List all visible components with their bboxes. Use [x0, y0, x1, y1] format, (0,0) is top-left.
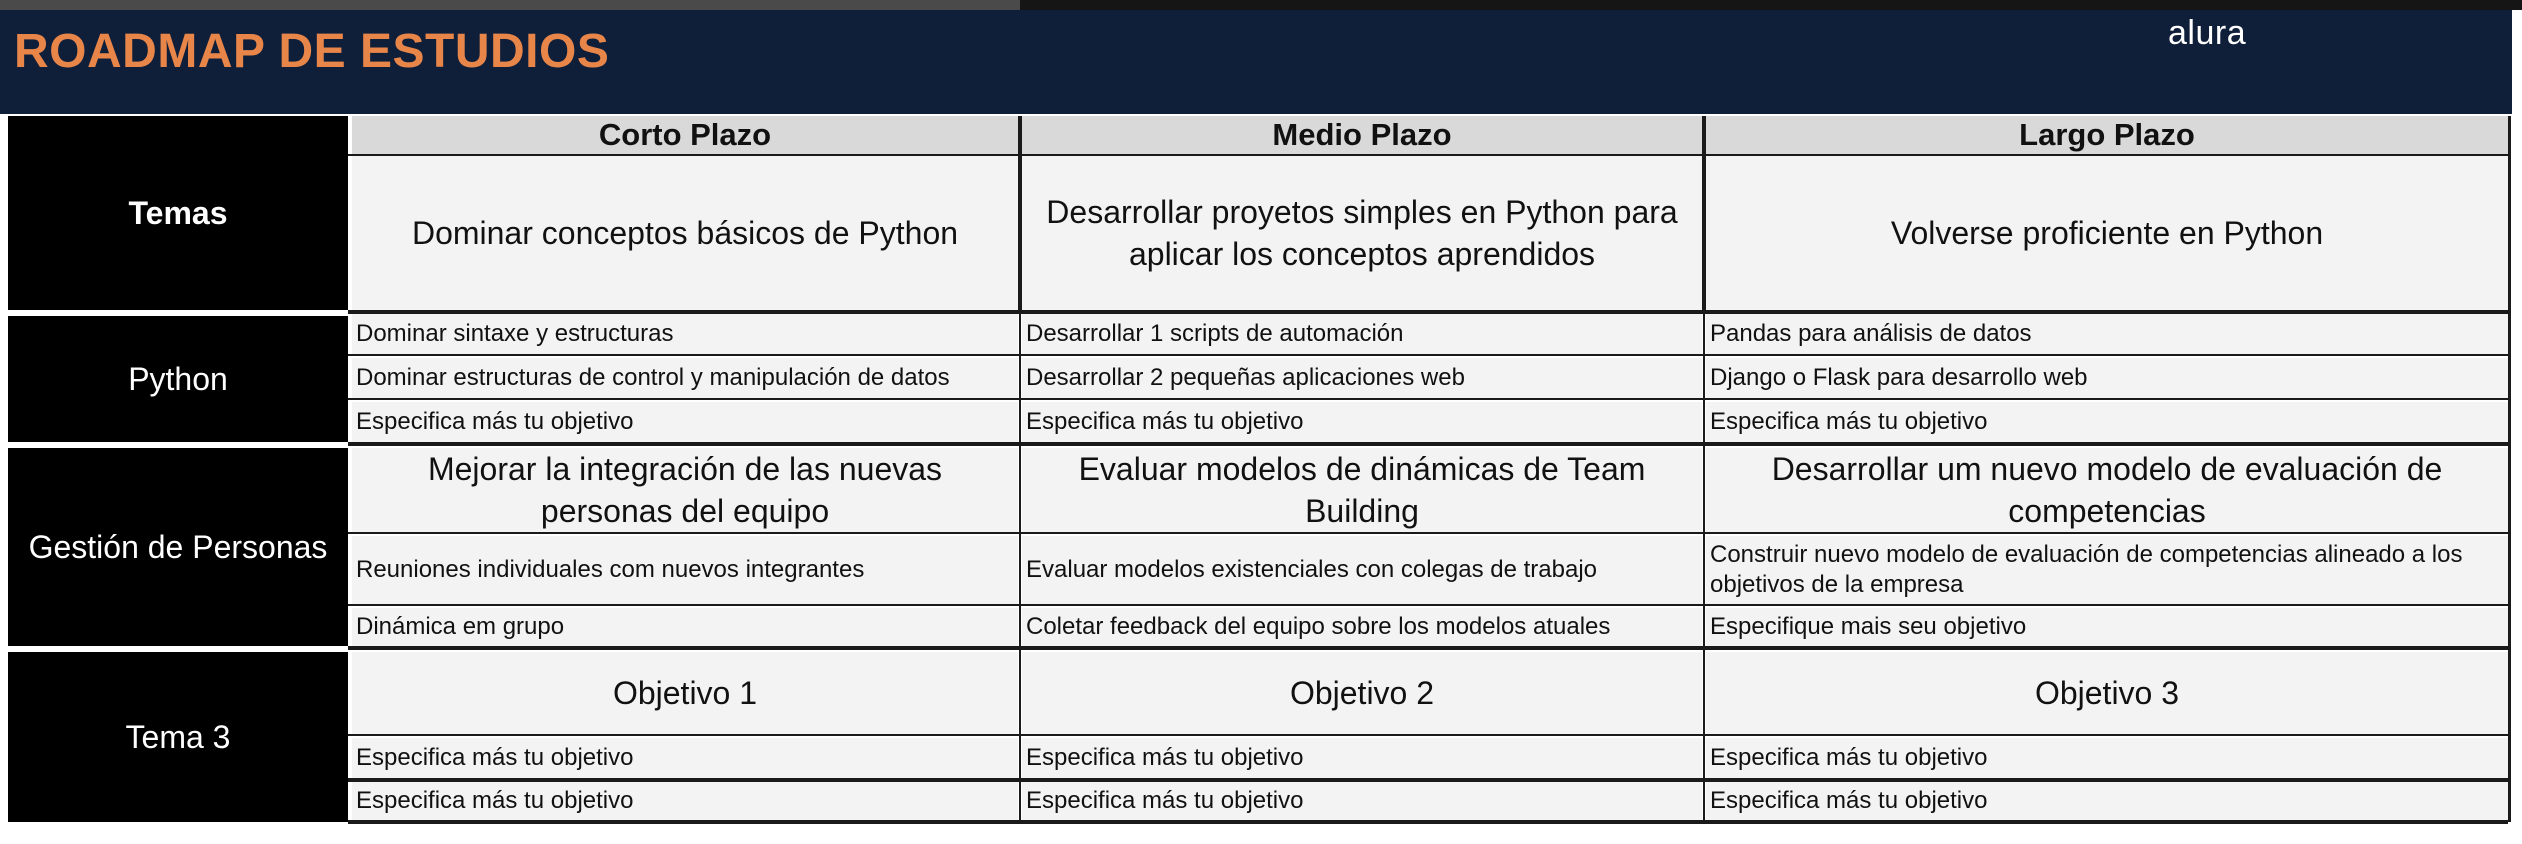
grid-line: [1018, 116, 1022, 310]
temas-cell-corto[interactable]: Dominar conceptos básicos de Python: [352, 156, 1018, 310]
page-title: ROADMAP DE ESTUDIOS: [14, 25, 610, 78]
temas-cell-largo[interactable]: Volverse proficiente en Python: [1706, 156, 2508, 310]
gestion-cell-medio-2[interactable]: Coletar feedback del equipo sobre los modelos atuales: [1022, 608, 1702, 646]
gestion-goal-largo[interactable]: Desarrollar um nuevo modelo de evaluación de competencias: [1706, 448, 2508, 532]
python-cell-corto-2[interactable]: Dominar estructuras de control y manipulación de datos: [352, 358, 1018, 398]
python-cell-largo-1[interactable]: Pandas para análisis de datos: [1706, 314, 2508, 354]
grid-line: [1019, 314, 1021, 820]
python-cell-corto-3[interactable]: Especifica más tu objetivo: [352, 402, 1018, 442]
tema3-cell-medio-2[interactable]: Especifica más tu objetivo: [1022, 782, 1702, 820]
grid-line: [348, 604, 2508, 606]
python-cell-largo-3[interactable]: Especifica más tu objetivo: [1706, 402, 2508, 442]
grid-line: [2508, 116, 2511, 822]
grid-line: [1702, 116, 1706, 310]
row-label-temas[interactable]: Temas: [8, 116, 348, 310]
grid-line: [348, 646, 2508, 650]
gestion-cell-largo-2[interactable]: Especifique mais seu objetivo: [1706, 608, 2508, 646]
python-cell-medio-2[interactable]: Desarrollar 2 pequeñas aplicaciones web: [1022, 358, 1702, 398]
grid-line: [348, 734, 2508, 736]
tema3-cell-corto-2[interactable]: Especifica más tu objetivo: [352, 782, 1018, 820]
grid-line: [348, 398, 2508, 400]
grid-line: [348, 442, 2508, 446]
gestion-cell-corto-2[interactable]: Dinámica em grupo: [352, 608, 1018, 646]
row-label-gestion-personas[interactable]: Gestión de Personas: [8, 448, 348, 646]
grid-line: [1703, 314, 1705, 820]
window-edge: [2512, 10, 2522, 844]
grid-line: [348, 532, 2508, 534]
row-label-python[interactable]: Python: [8, 316, 348, 442]
gestion-goal-medio[interactable]: Evaluar modelos de dinámicas de Team Building: [1022, 448, 1702, 532]
column-header-corto-plazo[interactable]: Corto Plazo: [352, 116, 1018, 154]
tema3-cell-corto-1[interactable]: Especifica más tu objetivo: [352, 738, 1018, 778]
top-strip-right: [1020, 0, 2522, 10]
grid-line: [348, 354, 2508, 356]
gestion-goal-corto[interactable]: Mejorar la integración de las nuevas personas del equipo: [352, 448, 1018, 532]
tema3-goal-corto[interactable]: Objetivo 1: [352, 652, 1018, 734]
python-cell-medio-1[interactable]: Desarrollar 1 scripts de automación: [1022, 314, 1702, 354]
grid-line: [348, 154, 2508, 156]
gestion-cell-corto-1[interactable]: Reuniones individuales com nuevos integrantes: [352, 536, 1018, 604]
grid-line: [348, 820, 2508, 824]
python-cell-medio-3[interactable]: Especifica más tu objetivo: [1022, 402, 1702, 442]
top-strip-left: [0, 0, 1020, 10]
column-header-medio-plazo[interactable]: Medio Plazo: [1022, 116, 1702, 154]
gestion-cell-medio-1[interactable]: Evaluar modelos existenciales con colegas de trabajo: [1022, 536, 1702, 604]
tema3-cell-largo-2[interactable]: Especifica más tu objetivo: [1706, 782, 2508, 820]
alura-logo: alura: [2168, 14, 2247, 52]
header-banner: [0, 10, 2512, 114]
temas-cell-medio[interactable]: Desarrollar proyetos simples en Python para aplicar los conceptos aprendidos: [1022, 156, 1702, 310]
tema3-goal-largo[interactable]: Objetivo 3: [1706, 652, 2508, 734]
tema3-cell-largo-1[interactable]: Especifica más tu objetivo: [1706, 738, 2508, 778]
grid-line: [348, 310, 2508, 314]
python-cell-largo-2[interactable]: Django o Flask para desarrollo web: [1706, 358, 2508, 398]
python-cell-corto-1[interactable]: Dominar sintaxe y estructuras: [352, 314, 1018, 354]
grid-line: [348, 778, 2508, 782]
tema3-cell-medio-1[interactable]: Especifica más tu objetivo: [1022, 738, 1702, 778]
window-top-strip: [0, 0, 2522, 10]
gestion-cell-largo-1[interactable]: Construir nuevo modelo de evaluación de competencias alineado a los objetivos de la empresa: [1706, 536, 2508, 604]
tema3-goal-medio[interactable]: Objetivo 2: [1022, 652, 1702, 734]
row-label-tema-3[interactable]: Tema 3: [8, 652, 348, 822]
column-header-largo-plazo[interactable]: Largo Plazo: [1706, 116, 2508, 154]
